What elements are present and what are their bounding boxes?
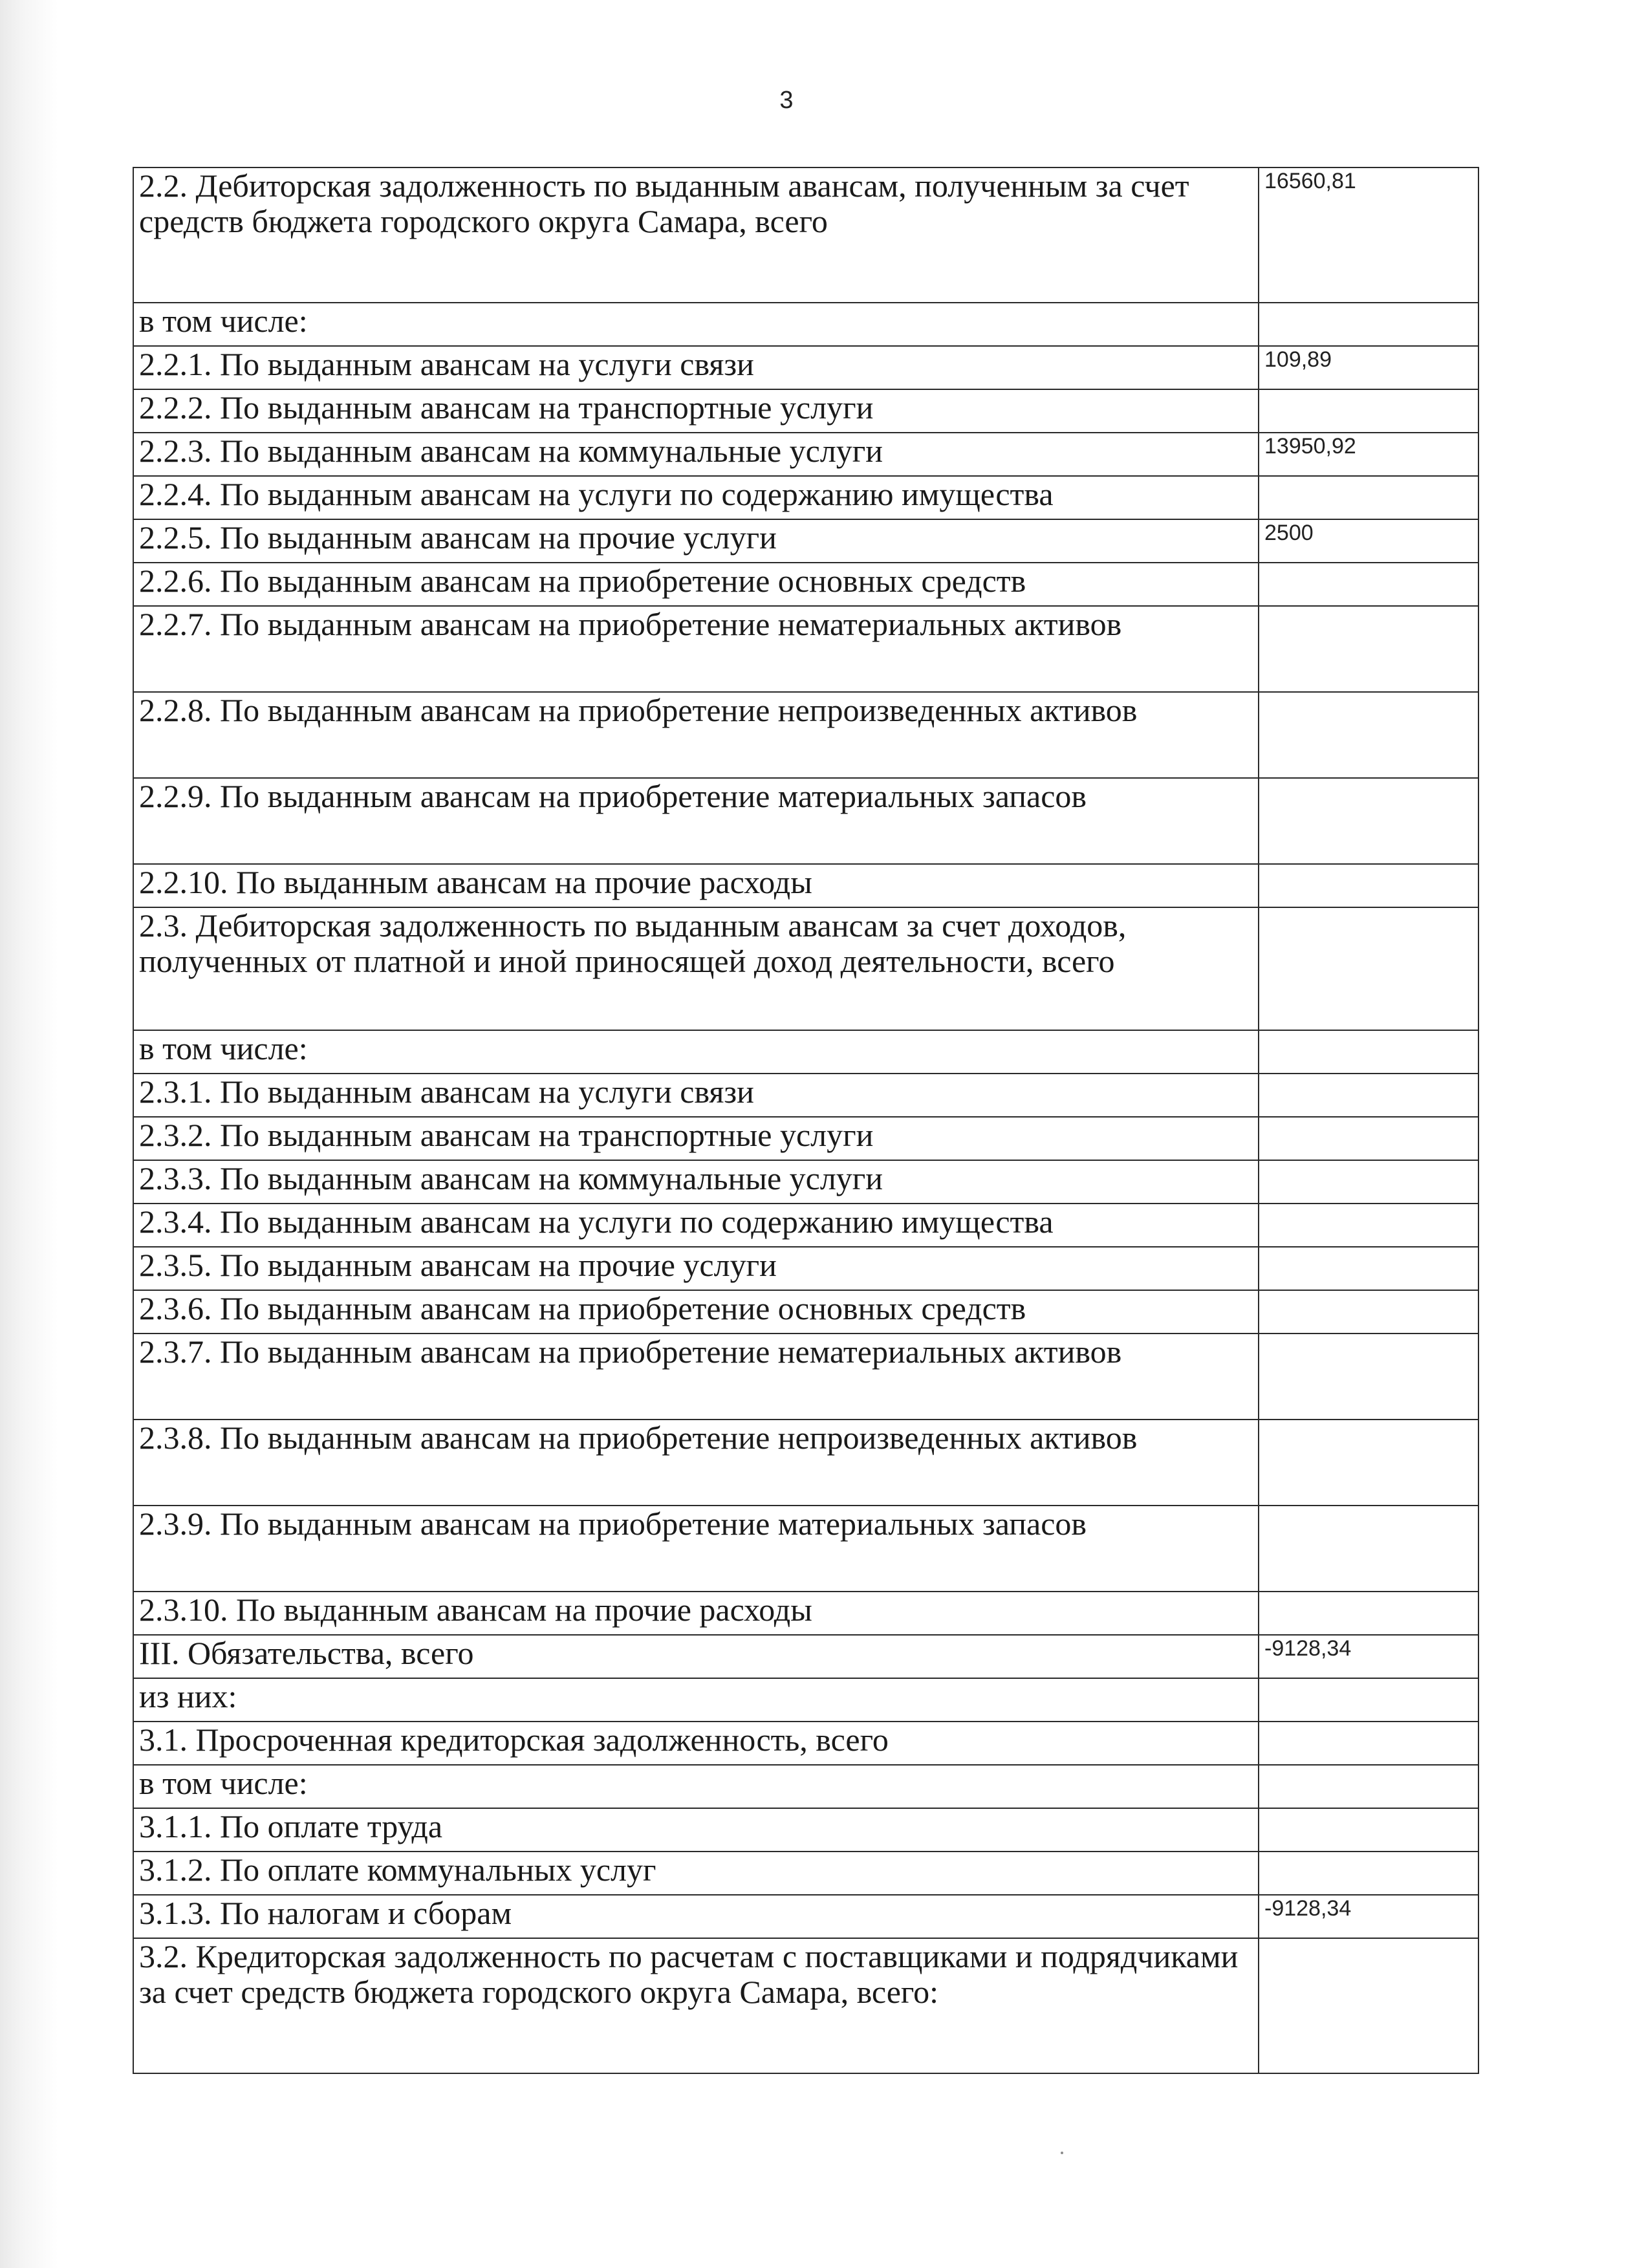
row-value xyxy=(1259,1592,1478,1635)
table-row xyxy=(133,1808,1478,1852)
table-row xyxy=(133,1678,1478,1722)
row-value xyxy=(1259,1765,1478,1808)
table-row xyxy=(133,303,1478,346)
row-value xyxy=(1259,1290,1478,1334)
row-label: в том числе: xyxy=(133,1765,1259,1808)
row-value xyxy=(1259,1117,1478,1160)
row-label: 2.2.4. По выданным авансам на услуги по содержанию имущества xyxy=(133,476,1259,519)
table-row xyxy=(133,346,1478,389)
table-row xyxy=(133,1895,1478,1938)
page-number: 3 xyxy=(779,87,794,114)
row-label: 2.3.6. По выданным авансам на приобретение основных средств xyxy=(133,1290,1259,1334)
row-value xyxy=(1259,606,1478,692)
report-table xyxy=(133,167,1479,2074)
table-row xyxy=(133,1852,1478,1895)
row-label: 2.2.7. По выданным авансам на приобретение нематериальных активов xyxy=(133,606,1259,692)
row-value xyxy=(1259,1074,1478,1117)
table-row xyxy=(133,389,1478,433)
row-value: 16560,81 xyxy=(1259,167,1478,303)
row-label: 2.3.10. По выданным авансам на прочие расходы xyxy=(133,1592,1259,1635)
row-label: 2.2.5. По выданным авансам на прочие услуги xyxy=(133,519,1259,563)
row-value xyxy=(1259,778,1478,864)
row-label: 3.1. Просроченная кредиторская задолженность, всего xyxy=(133,1722,1259,1765)
table-row xyxy=(133,864,1478,907)
row-label: 2.2.8. По выданным авансам на приобретение непроизведенных активов xyxy=(133,692,1259,778)
table-row xyxy=(133,1117,1478,1160)
table-row xyxy=(133,606,1478,692)
row-value xyxy=(1259,864,1478,907)
row-value xyxy=(1259,907,1478,1030)
row-label: 3.1.1. По оплате труда xyxy=(133,1808,1259,1852)
row-value: 13950,92 xyxy=(1259,433,1478,476)
table-row xyxy=(133,1204,1478,1247)
table-row xyxy=(133,692,1478,778)
row-value xyxy=(1259,1420,1478,1506)
table-row xyxy=(133,1938,1478,2073)
table-row xyxy=(133,1592,1478,1635)
row-value xyxy=(1259,389,1478,433)
row-label: 2.3.7. По выданным авансам на приобретение нематериальных активов xyxy=(133,1334,1259,1420)
row-label: 2.3.2. По выданным авансам на транспортные услуги xyxy=(133,1117,1259,1160)
row-label: 2.2.6. По выданным авансам на приобретение основных средств xyxy=(133,563,1259,606)
row-value xyxy=(1259,1506,1478,1592)
row-label: 2.3.5. По выданным авансам на прочие услуги xyxy=(133,1247,1259,1290)
row-value xyxy=(1259,1204,1478,1247)
row-value xyxy=(1259,1722,1478,1765)
row-label: 2.3.4. По выданным авансам на услуги по содержанию имущества xyxy=(133,1204,1259,1247)
row-label: 2.2.9. По выданным авансам на приобретение материальных запасов xyxy=(133,778,1259,864)
table-row xyxy=(133,433,1478,476)
row-label: из них: xyxy=(133,1678,1259,1722)
row-label: III. Обязательства, всего xyxy=(133,1635,1259,1678)
row-value xyxy=(1259,1247,1478,1290)
table-row xyxy=(133,1420,1478,1506)
row-value xyxy=(1259,1334,1478,1420)
row-label: в том числе: xyxy=(133,1030,1259,1074)
row-value xyxy=(1259,476,1478,519)
row-label: 3.2. Кредиторская задолженность по расчетам с поставщиками и подрядчиками за счет средств бюджета городского округа Самара, всего: xyxy=(133,1938,1259,2073)
row-label: 2.2.3. По выданным авансам на коммунальные услуги xyxy=(133,433,1259,476)
row-value: 109,89 xyxy=(1259,346,1478,389)
row-label: 2.3. Дебиторская задолженность по выданным авансам за счет доходов, полученных от платной и иной приносящей доход деятельности, всего xyxy=(133,907,1259,1030)
row-label: 2.2.2. По выданным авансам на транспортные услуги xyxy=(133,389,1259,433)
table-row xyxy=(133,476,1478,519)
row-value xyxy=(1259,1678,1478,1722)
table-row xyxy=(133,167,1478,303)
table-row xyxy=(133,1765,1478,1808)
scan-edge-shadow xyxy=(0,0,58,2268)
table-row xyxy=(133,1506,1478,1592)
row-label: 2.2. Дебиторская задолженность по выданным авансам, полученным за счет средств бюджета городского округа Самара, всего xyxy=(133,167,1259,303)
row-value xyxy=(1259,1938,1478,2073)
row-value xyxy=(1259,1030,1478,1074)
row-label: 2.3.8. По выданным авансам на приобретение непроизведенных активов xyxy=(133,1420,1259,1506)
scan-speck xyxy=(1061,2152,1063,2154)
table-row xyxy=(133,1290,1478,1334)
row-value xyxy=(1259,692,1478,778)
table-row xyxy=(133,1334,1478,1420)
row-value xyxy=(1259,1852,1478,1895)
table-row xyxy=(133,1722,1478,1765)
row-label: 2.2.10. По выданным авансам на прочие расходы xyxy=(133,864,1259,907)
table-row xyxy=(133,1635,1478,1678)
table-row xyxy=(133,778,1478,864)
row-value: -9128,34 xyxy=(1259,1895,1478,1938)
row-label: 2.3.9. По выданным авансам на приобретение материальных запасов xyxy=(133,1506,1259,1592)
table-row xyxy=(133,1247,1478,1290)
row-value xyxy=(1259,1808,1478,1852)
row-label: 2.3.3. По выданным авансам на коммунальные услуги xyxy=(133,1160,1259,1204)
row-value: -9128,34 xyxy=(1259,1635,1478,1678)
table-row xyxy=(133,1030,1478,1074)
row-label: 3.1.3. По налогам и сборам xyxy=(133,1895,1259,1938)
table-row xyxy=(133,1074,1478,1117)
row-label: 2.2.1. По выданным авансам на услуги связи xyxy=(133,346,1259,389)
row-label: в том числе: xyxy=(133,303,1259,346)
row-value: 2500 xyxy=(1259,519,1478,563)
row-value xyxy=(1259,1160,1478,1204)
table-row xyxy=(133,907,1478,1030)
row-value xyxy=(1259,563,1478,606)
row-value xyxy=(1259,303,1478,346)
table-row xyxy=(133,519,1478,563)
table-row xyxy=(133,1160,1478,1204)
row-label: 2.3.1. По выданным авансам на услуги связи xyxy=(133,1074,1259,1117)
row-label: 3.1.2. По оплате коммунальных услуг xyxy=(133,1852,1259,1895)
table-row xyxy=(133,563,1478,606)
